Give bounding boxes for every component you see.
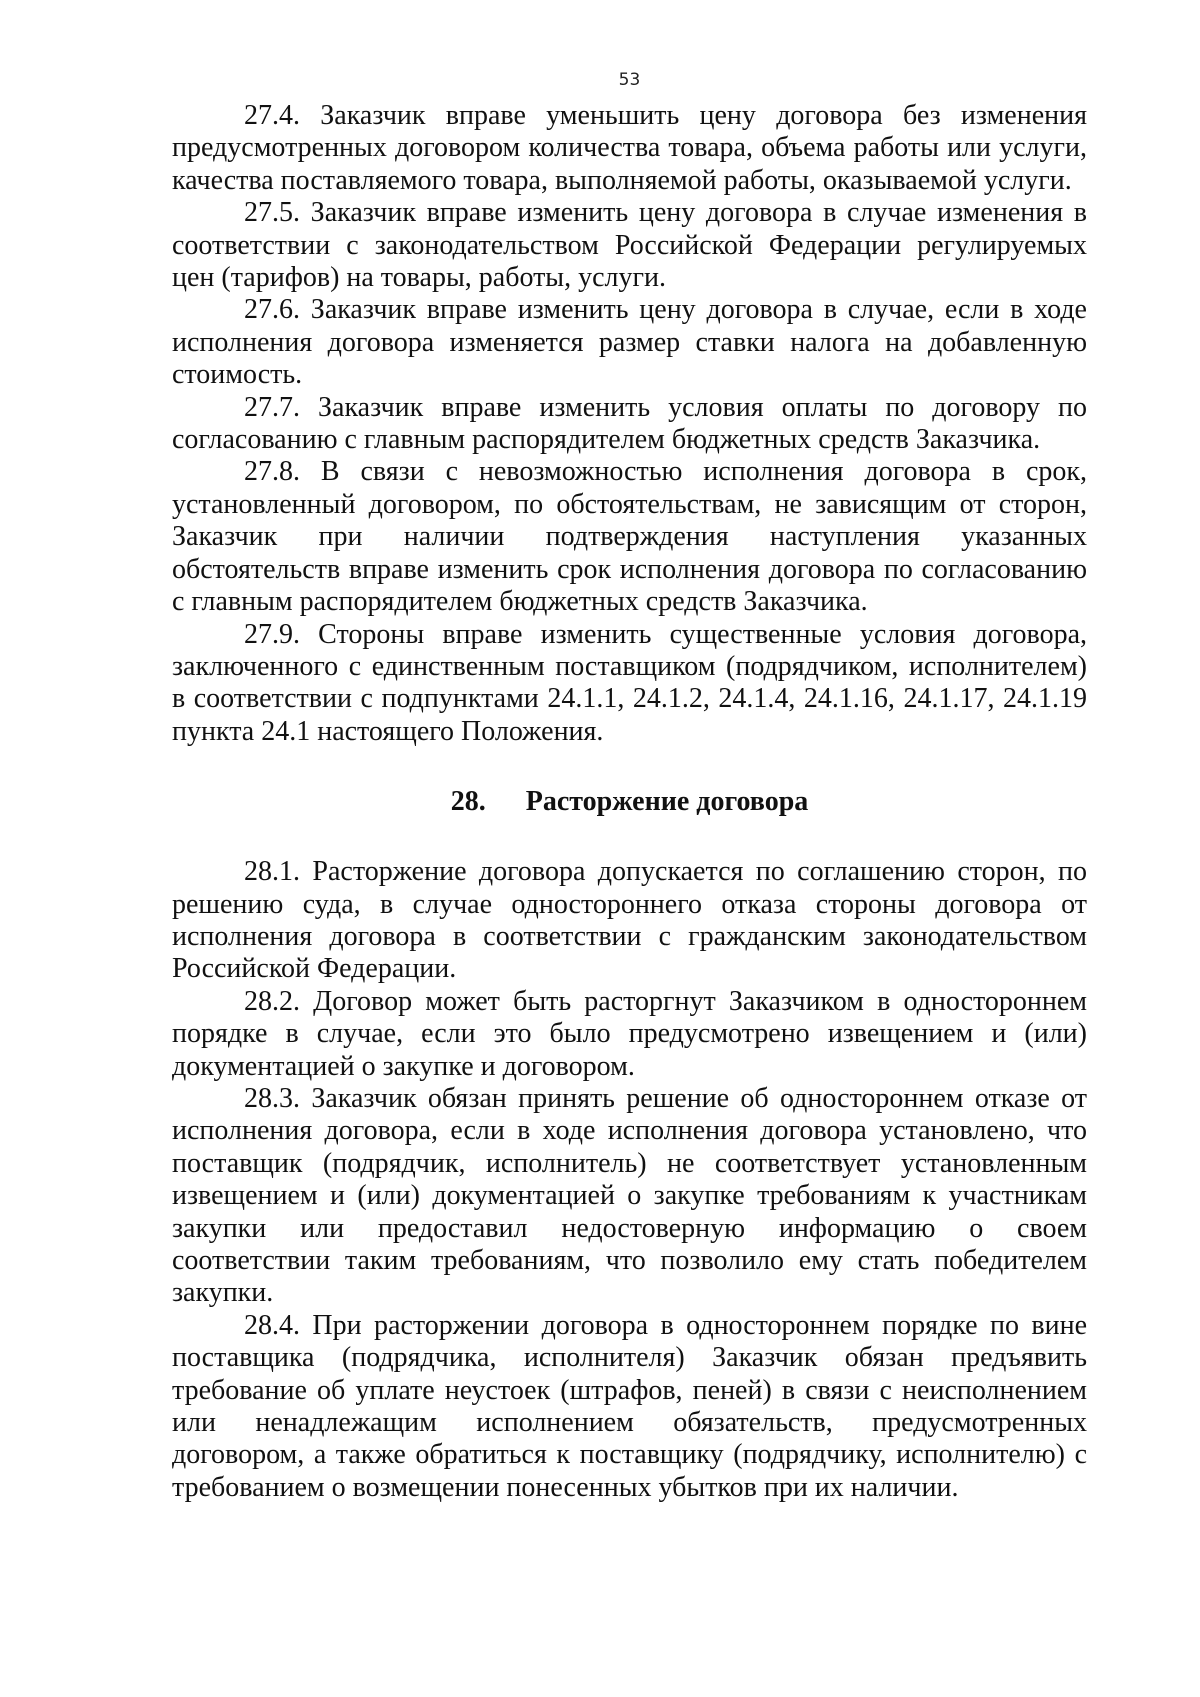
section-27-clauses [172, 100, 1087, 748]
page-number: 53 [618, 70, 641, 90]
clause-27-6: 27.6. Заказчик вправе изменить цену договора в случае, если в ходе исполнения договора изменяется размер ставки налога на добавленную стоимость. [172, 294, 1087, 391]
clause-28-4: 28.4. При расторжении договора в одностороннем порядке по вине поставщика (подрядчика, исполнителя) Заказчик обязан предъявить требование об уплате неустоек (штрафов, пеней) в связи с неисполнением или ненадлежащим исполнением обязательств, предусмотренных договором, а также обратиться к поставщику (подрядчику, исполнителю) с требованием о возмещении понесенных убытков при их наличии. [172, 1309, 1087, 1503]
clause-27-7: 27.7. Заказчик вправе изменить условия оплаты по договору по согласованию с главным распорядителем бюджетных средств Заказчика. [172, 391, 1087, 456]
clause-27-9: 27.9. Стороны вправе изменить существенные условия договора, заключенного с единственным поставщиком (подрядчиком, исполнителем) в соответствии с подпунктами 24.1.1, 24.1.2, 24.1.4, 24.1.16, 24.1.17, 24.1.19 пункта 24.1 настоящего Положения. [172, 618, 1087, 747]
clause-27-8: 27.8. В связи с невозможностью исполнения договора в срок, установленный договором, по обстоятельствам, не зависящим от сторон, Заказчик при наличии подтверждения наступления указанных обстоятельств вправе изменить срок исполнения договора по согласованию с главным распорядителем бюджетных средств Заказчика. [172, 456, 1087, 618]
section-heading-28 [172, 786, 1087, 818]
clause-28-1: 28.1. Расторжение договора допускается по соглашению сторон, по решению суда, в случае одностороннего отказа стороны договора от исполнения договора в соответствии с гражданским законодательством Российской Федерации. [172, 856, 1087, 985]
document-page [172, 68, 1087, 1504]
clause-28-2: 28.2. Договор может быть расторгнут Заказчиком в одностороннем порядке в случае, если это было предусмотрено извещением и (или) документацией о закупке и договором. [172, 985, 1087, 1082]
section-28-clauses [172, 856, 1087, 1504]
section-number: 28. [450, 786, 486, 818]
clause-27-5: 27.5. Заказчик вправе изменить цену договора в случае изменения в соответствии с законодательством Российской Федерации регулируемых цен (тарифов) на товары, работы, услуги. [172, 197, 1087, 294]
clause-28-3: 28.3. Заказчик обязан принять решение об одностороннем отказе от исполнения договора, если в ходе исполнения договора установлено, что поставщик (подрядчик, исполнитель) не соответствует установленным извещением и (или) документацией о закупке требованиям к участникам закупки или предоставил недостоверную информацию о своем соответствии таким требованиям, что позволило ему стать победителем закупки. [172, 1082, 1087, 1309]
clause-27-4: 27.4. Заказчик вправе уменьшить цену договора без изменения предусмотренных договором количества товара, объема работы или услуги, качества поставляемого товара, выполняемой работы, оказываемой услуги. [172, 100, 1087, 196]
section-title: Расторжение договора [525, 786, 809, 818]
